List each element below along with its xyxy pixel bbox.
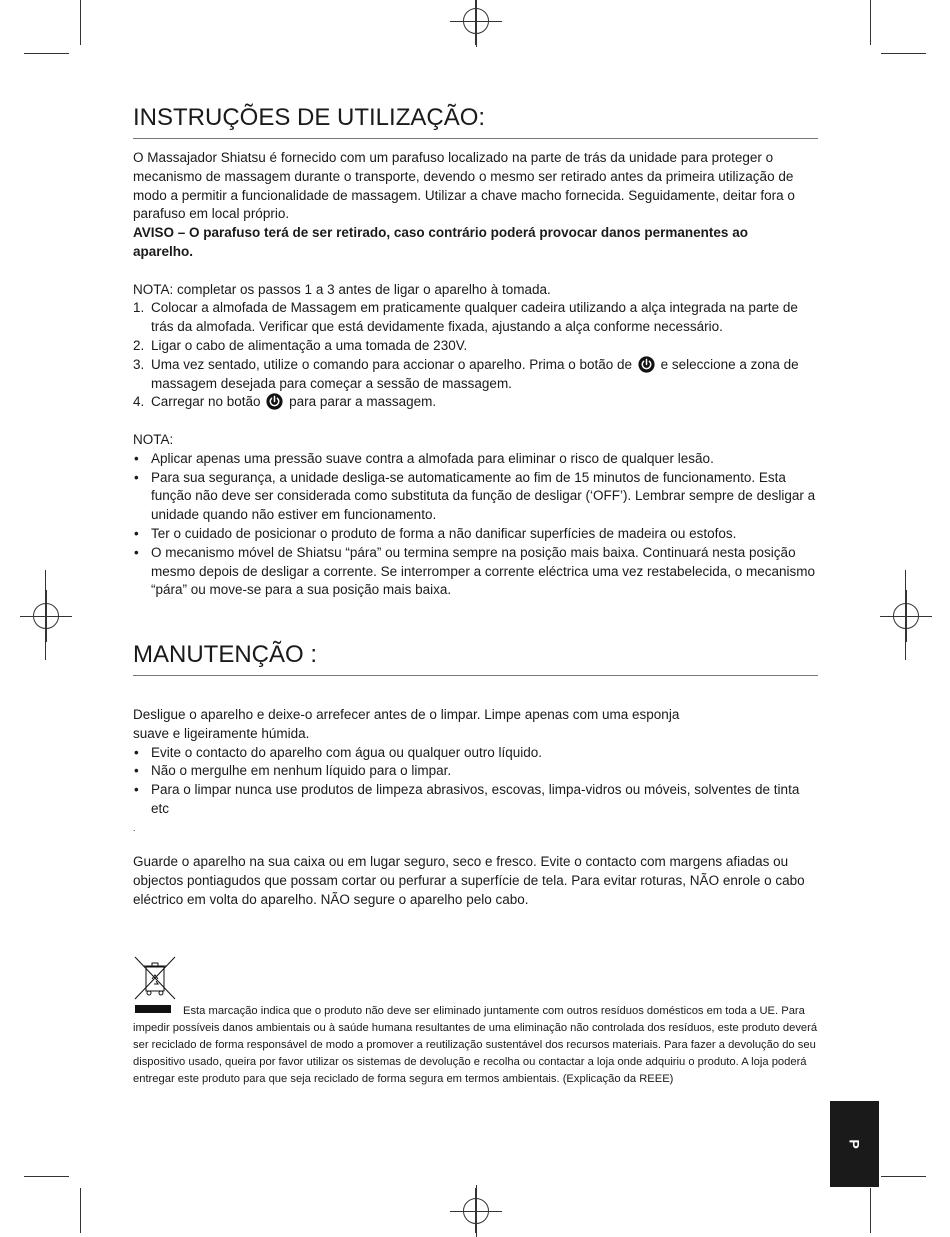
list-item: • Aplicar apenas uma pressão suave contra a almofada para eliminar o risco de qualquer lesão. bbox=[134, 450, 714, 466]
step-item: 1. Colocar a almofada de Massagem em praticamente qualquer cadeira utilizando a alça integrada na parte de trás da almofada. Verificar que está devidamente fixada, ajustando a alça conforme necessário. bbox=[133, 300, 798, 335]
crop-mark bbox=[80, 0, 81, 45]
spacer bbox=[133, 412, 818, 431]
section-title-maintenance: MANUTENÇÃO : bbox=[133, 641, 818, 676]
maintenance-list bbox=[133, 744, 818, 819]
notes-list bbox=[133, 450, 818, 600]
crop-mark bbox=[24, 1176, 69, 1177]
list-item: • Para sua segurança, a unidade desliga-se automaticamente ao fim de 15 minutos de funcionamento. Esta função não deve ser considerada como substituta da função de desligar (‘OFF’). Lembrar sempre de desligar a unidade quando não estiver em funcionamento. bbox=[134, 469, 816, 523]
list-item: • Não o mergulhe em nenhum líquido para o limpar. bbox=[134, 763, 452, 779]
crop-mark bbox=[881, 1176, 926, 1177]
warning-paragraph: AVISO – O parafuso terá de ser retirado, caso contrário poderá provocar danos permanentes ao aparelho. bbox=[133, 225, 748, 259]
list-item: • Evite o contacto do aparelho com água ou qualquer outro líquido. bbox=[134, 744, 543, 760]
maintenance-intro: Desligue o aparelho e deixe-o arrefecer antes de o limpar. Limpe apenas com uma esponja suave e ligeiramente húmida. bbox=[133, 707, 680, 741]
note-steps: NOTA: completar os passos 1 a 3 antes de ligar o aparelho à tomada. bbox=[133, 281, 551, 297]
registration-mark bbox=[463, 8, 489, 34]
list-item: • Ter o cuidado de posicionar o produto de forma a não danificar superfícies de madeira ou estofos. bbox=[134, 525, 737, 541]
power-icon bbox=[266, 393, 283, 410]
intro-paragraph: O Massajador Shiatsu é fornecido com um parafuso localizado na parte de trás da unidade para proteger o mecanismo de massagem durante o transporte, devendo o mesmo ser retirado antes da primeira utilização de modo a permitir a funcionalidade de massagem. Utilizar a chave macho fornecida. Seguidamente, deitar fora o parafuso em local próprio. bbox=[133, 150, 795, 222]
registration-mark bbox=[893, 603, 919, 629]
section-title-instructions: INSTRUÇÕES DE UTILIZAÇÃO: bbox=[133, 104, 818, 139]
weee-text: Esta marcação indica que o produto não deve ser eliminado juntamente com outros resíduos domésticos em toda a UE. Para impedir possíveis danos ambientais ou à saúde humana resultantes de uma eliminação não controlada dos resíduos, este produto deverá ser reciclado de forma responsável de modo a promover a reutilização sustentável dos recursos materiais. Para fazer a devolução do seu dispositivo usado, queira por favor utilizar os sistemas de devolução e recolha ou contactar a loja onde adquiriu o produto. A loja poderá entregar este produto para que seja reciclado de forma segura em termos ambientais. (Explicação da REEE) bbox=[133, 1005, 818, 1085]
power-icon bbox=[638, 356, 655, 373]
crop-mark bbox=[881, 53, 926, 54]
language-tab-label: P bbox=[846, 1139, 863, 1149]
weee-notice bbox=[133, 1003, 818, 1088]
registration-mark bbox=[463, 1198, 489, 1224]
storage-block bbox=[133, 853, 818, 909]
crop-mark bbox=[870, 1188, 871, 1233]
crossed-bin-icon bbox=[133, 955, 177, 1001]
spacer bbox=[133, 262, 818, 281]
crop-mark bbox=[870, 0, 871, 45]
instructions-block bbox=[133, 149, 818, 600]
crop-mark bbox=[24, 53, 69, 54]
step-item: 2. Ligar o cabo de alimentação a uma tomada de 230V. bbox=[133, 337, 468, 353]
step-item: 3. Uma vez sentado, utilize o comando para accionar o aparelho. Prima o botão de e seleccione a zona de massagem desejada para começar a sessão de massagem. bbox=[133, 356, 799, 391]
stray-dot: . bbox=[133, 822, 136, 833]
note-label: NOTA: bbox=[133, 431, 174, 447]
maintenance-block bbox=[133, 706, 818, 837]
weee-bar bbox=[135, 1005, 171, 1013]
step-item: 4. Carregar no botão para parar a massagem. bbox=[133, 394, 437, 410]
steps-list bbox=[133, 299, 818, 412]
list-item: • O mecanismo móvel de Shiatsu “pára” ou termina sempre na posição mais baixa. Continuará nesta posição mesmo depois de desligar a corrente. Se interromper a corrente eléctrica uma vez restabelecida, o mecanismo “pára” ou move-se para a sua posição mais baixa. bbox=[134, 544, 816, 598]
language-tab bbox=[830, 1101, 879, 1187]
list-item: • Para o limpar nunca use produtos de limpeza abrasivos, escovas, limpa-vidros ou móveis, solventes de tinta etc bbox=[134, 782, 800, 816]
storage-paragraph: Guarde o aparelho na sua caixa ou em lugar seguro, seco e fresco. Evite o contacto com margens afiadas ou objectos pontiagudos que possam cortar ou perfurar a superfície de tela. Para evitar roturas, NÃO enrole o cabo eléctrico em volta do aparelho. NÃO segure o aparelho pelo cabo. bbox=[133, 854, 805, 907]
registration-mark bbox=[33, 603, 59, 629]
crop-mark bbox=[80, 1188, 81, 1233]
